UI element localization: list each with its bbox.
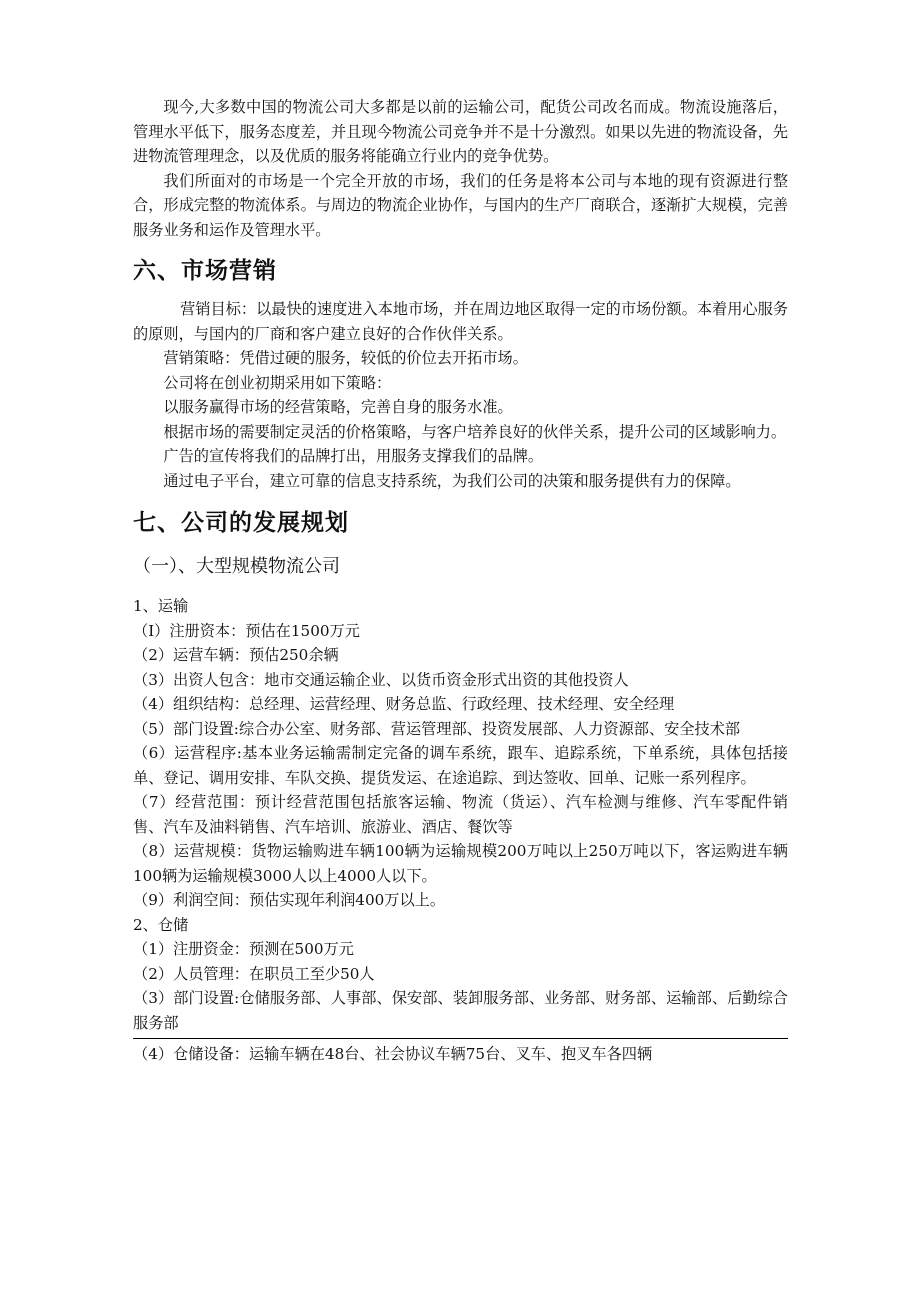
intro-paragraph: 我们所面对的市场是一个完全开放的市场，我们的任务是将本公司与本地的现有资源进行整合，形成完整的物流体系。与周边的物流企业协作，与国内的生产厂商联合，逐渐扩大规模，完善服务业务和运作及管理水平。 <box>133 171 788 239</box>
transport-item: （I）注册资本：预估在1500万元 <box>133 621 360 640</box>
intro-paragraph: 现今,大多数中国的物流公司大多都是以前的运输公司，配货公司改名而成。物流设施落后，管理水平低下，服务态度差，并且现今物流公司竞争并不是十分激烈。如果以先进的物流设备，先进物流管理理念，以及优质的服务将能确立行业内的竞争优势。 <box>133 98 788 165</box>
transport-item: （6）运营程序:基本业务运输需制定完备的调车系统，跟车、追踪系统，下单系统，具体包括接单、登记、调用安排、车队交换、提货发运、在途追踪、到达签收、回单、记账一系列程序。 <box>133 744 788 787</box>
section-heading-marketing: 六、市场营销 <box>133 258 277 284</box>
marketing-paragraph: 根据市场的需要制定灵活的价格策略，与客户培养良好的伙伴关系，提升公司的区域影响力。 <box>163 422 787 441</box>
warehouse-item: （3）部门设置:仓储服务部、人事部、保安部、装卸服务部、业务部、财务部、运输部、后勤综合服务部 <box>133 989 788 1032</box>
transport-item: （9）利润空间：预估实现年利润400万以上。 <box>133 891 446 909</box>
warehouse-heading: 2、仓储 <box>133 915 189 934</box>
marketing-paragraph: 广告的宣传将我们的品牌打出，用服务支撑我们的品牌。 <box>163 447 544 465</box>
transport-item: （3）出资人包含：地市交通运输企业、以货币资金形式出资的其他投资人 <box>133 670 629 689</box>
transport-item: （7）经营范围：预计经营范围包括旅客运输、物流（货运）、汽车检测与维修、汽车零配件销售、汽车及油料销售、汽车培训、旅游业、酒店、餐饮等 <box>133 793 788 836</box>
marketing-paragraph: 通过电子平台，建立可靠的信息支持系统，为我们公司的决策和服务提供有力的保障。 <box>163 471 741 490</box>
transport-item: （5）部门设置:综合办公室、财务部、营运管理部、投资发展部、人力资源部、安全技术部 <box>133 719 741 738</box>
marketing-paragraph: 公司将在创业初期采用如下策略： <box>163 373 392 392</box>
document-page <box>133 95 788 1067</box>
warehouse-item: （2）人员管理：在职员工至少50人 <box>133 964 375 983</box>
marketing-paragraph: 营销策略：凭借过硬的服务，较低的价位去开拓市场。 <box>163 349 528 367</box>
marketing-paragraph: 以服务赢得市场的经营策略，完善自身的服务水准。 <box>163 398 513 416</box>
transport-item: （8）运营规模：货物运输购进车辆100辆为运输规模200万吨以上250万吨以下，客运购进车辆100辆为运输规模3000人以上4000人以下。 <box>133 842 788 885</box>
transport-item: （4）组织结构：总经理、运营经理、财务总监、行政经理、技术经理、安全经理 <box>133 695 675 713</box>
subsection-heading: （一）、大型规模物流公司 <box>133 556 340 577</box>
warehouse-item: （1）注册资金：预测在500万元 <box>133 940 354 958</box>
section-heading-development: 七、公司的发展规划 <box>133 510 349 536</box>
warehouse-item: （4）仓储设备：运输车辆在48台、社会协议车辆75台、叉车、抱叉车各四辆 <box>133 1038 788 1067</box>
transport-heading: 1、运输 <box>133 597 189 615</box>
marketing-paragraph: 营销目标：以最快的速度进入本地市场，并在周边地区取得一定的市场份额。本着用心服务的原则，与国内的厂商和客户建立良好的合作伙伴关系。 <box>133 300 788 343</box>
transport-item: （2）运营车辆：预估250余辆 <box>133 646 339 664</box>
